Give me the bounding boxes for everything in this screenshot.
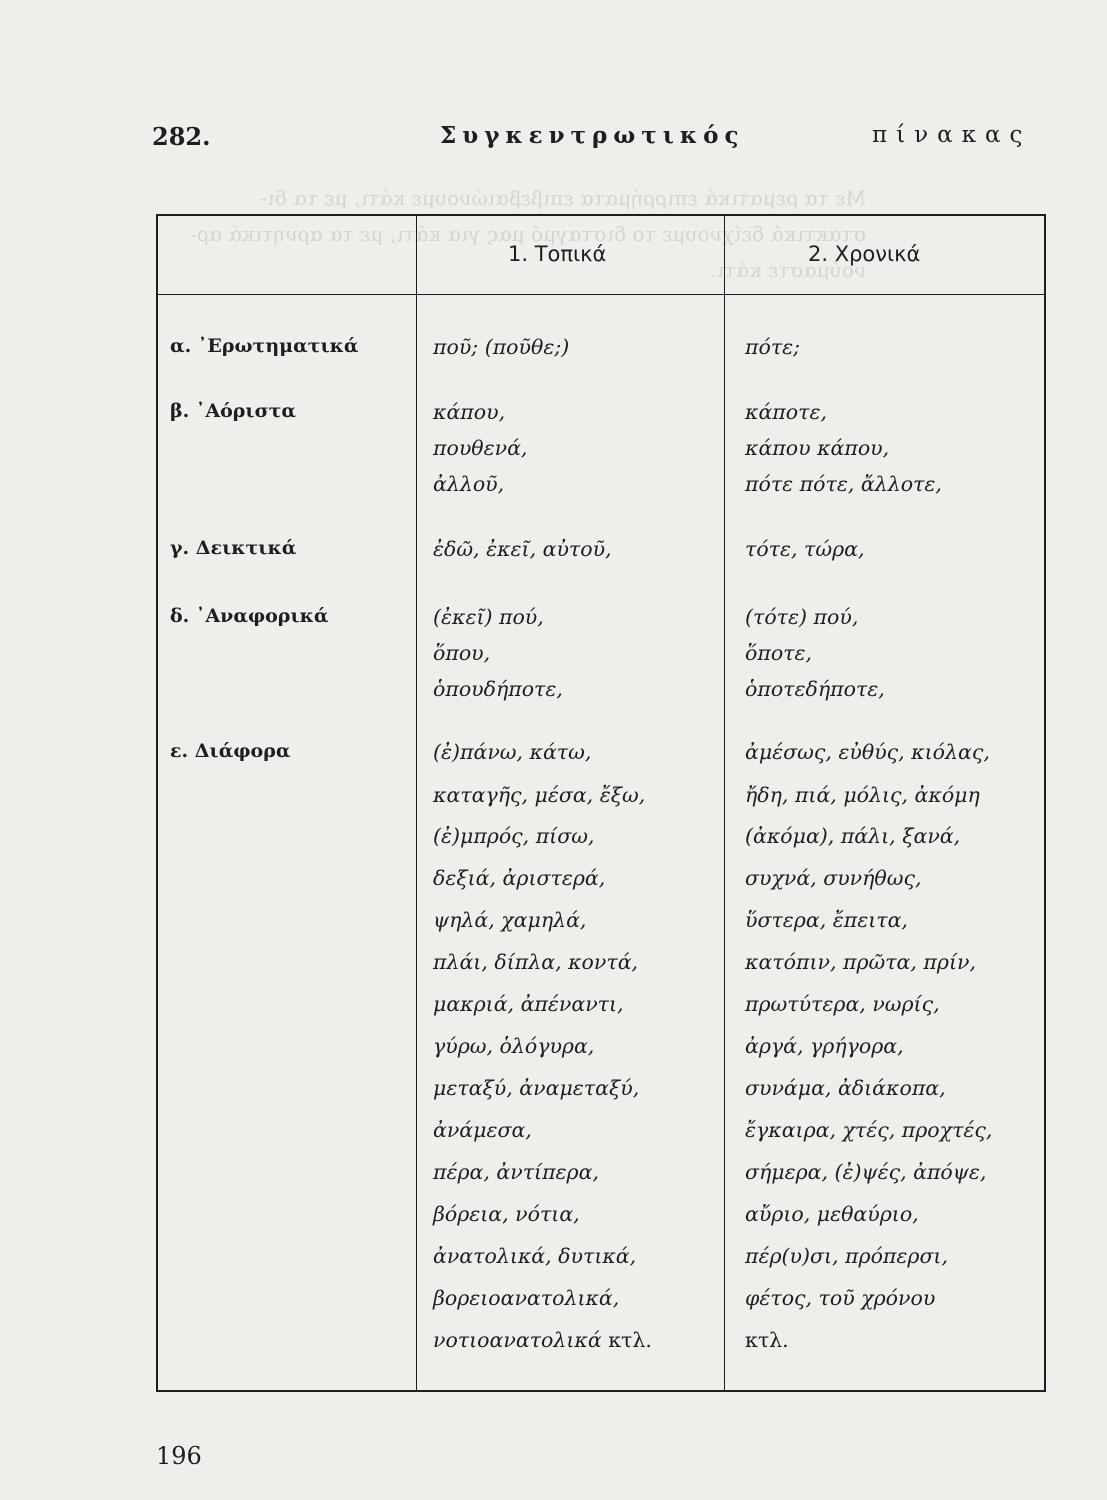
table-cell: κάπου,	[433, 400, 506, 424]
table-cell	[433, 1328, 652, 1352]
table-cell: κατόπιν, πρῶτα, πρίν,	[745, 950, 976, 974]
table-cell: ὁπουδήποτε,	[433, 677, 563, 701]
table-cell: σήμερα, (ἐ)ψές, ἀπόψε,	[745, 1160, 987, 1184]
category-diafora: ε. Διάφορα	[170, 740, 291, 762]
table-cell: ποῦ; (ποῦθε;)	[433, 335, 570, 359]
table-cell: βόρεια, νότια,	[433, 1202, 580, 1226]
table-cell: δεξιά, ἀριστερά,	[433, 866, 606, 890]
table-cell: γύρω, ὁλόγυρα,	[433, 1034, 595, 1058]
page-title-second-word: πίνακας	[872, 122, 1032, 148]
table-cell: (τότε) πού,	[745, 605, 859, 629]
table-cell: (ἀκόμα), πάλι, ξανά,	[745, 824, 961, 848]
table-cell: ἀλλοῦ,	[433, 472, 505, 496]
table-cell: πέρα, ἀντίπερα,	[433, 1160, 599, 1184]
table-cell: ὕστερα, ἔπειτα,	[745, 908, 908, 932]
column-divider-left	[416, 216, 417, 1390]
column-header-topika: 1. Τοπικά	[508, 242, 607, 266]
column-divider-right	[724, 216, 725, 1390]
table-cell: μακριά, ἀπέναντι,	[433, 992, 624, 1016]
table-cell: (ἐκεῖ) πού,	[433, 605, 544, 629]
table-cell: ἤδη, πιά, μόλις, ἀκόμη	[745, 783, 980, 807]
table-cell: ἐδῶ, ἐκεῖ, αὐτοῦ,	[433, 537, 612, 561]
table-cell-text: νοτιοανατολικά	[433, 1328, 602, 1352]
category-aorista: β. ᾿Αόριστα	[170, 400, 297, 422]
table-cell: πρωτύτερα, νωρίς,	[745, 992, 940, 1016]
table-cell: συχνά, συνήθως,	[745, 866, 922, 890]
table-cell: ὁποτεδήποτε,	[745, 677, 885, 701]
table-cell: βορειοανατολικά,	[433, 1286, 620, 1310]
table-cell: κάποτε,	[745, 400, 827, 424]
table-cell: ὅπου,	[433, 641, 491, 665]
table-cell: ὅποτε,	[745, 641, 813, 665]
etc-abbreviation: κτλ.	[608, 1328, 652, 1352]
table-cell: μεταξύ, ἀναμεταξύ,	[433, 1076, 640, 1100]
table-cell: πλάι, δίπλα, κοντά,	[433, 950, 639, 974]
table-cell: πότε πότε, ἄλλοτε,	[745, 472, 942, 496]
table-cell: ψηλά, χαμηλά,	[433, 908, 587, 932]
column-header-chronika: 2. Χρονικά	[808, 242, 921, 266]
category-deiktika: γ. Δεικτικά	[170, 537, 297, 559]
table-cell: ἔγκαιρα, χτές, προχτές,	[745, 1118, 993, 1142]
table-cell: ἀνάμεσα,	[433, 1118, 532, 1142]
footer-page-number: 196	[156, 1442, 202, 1470]
table-cell: (ἐ)μπρός, πίσω,	[433, 824, 595, 848]
table-cell: ἀργά, γρήγορα,	[745, 1034, 904, 1058]
table-cell: φέτος, τοῦ χρόνου	[745, 1286, 936, 1310]
page-title: Συγκεντρωτικός	[440, 122, 745, 149]
table-cell: πότε;	[745, 335, 801, 359]
table-cell: ἀνατολικά, δυτικά,	[433, 1244, 637, 1268]
header-divider	[158, 294, 1044, 295]
table-cell: ἀμέσως, εὐθύς, κιόλας,	[745, 740, 990, 764]
page-header	[152, 122, 1052, 162]
table-cell: τότε, τώρα,	[745, 537, 865, 561]
page-number: 282.	[152, 122, 211, 151]
bleed-through-text: Με τα ρεματικά επιρρήματα επιβεβαιώνουμε κάτι, με τα δι- στακτικά δείχνουμε το δισταγμό μας για κάτι, με τα αρνητικά αρ- νούμαστε κάτι.	[190, 186, 867, 282]
table-cell: καταγῆς, μέσα, ἔξω,	[433, 783, 646, 807]
table-cell: κάπου κάπου,	[745, 436, 890, 460]
etc-abbreviation: κτλ.	[745, 1328, 789, 1352]
table-cell: πέρ(υ)σι, πρόπερσι,	[745, 1244, 948, 1268]
category-erotimatika: α. ᾿Ερωτηματικά	[170, 335, 359, 357]
table-cell: πουθενά,	[433, 436, 528, 460]
table-cell: αὔριο, μεθαύριο,	[745, 1202, 919, 1226]
category-anaforika: δ. ᾿Αναφορικά	[170, 605, 329, 627]
table-cell: (ἐ)πάνω, κάτω,	[433, 740, 592, 764]
table-cell: συνάμα, ἀδιάκοπα,	[745, 1076, 946, 1100]
